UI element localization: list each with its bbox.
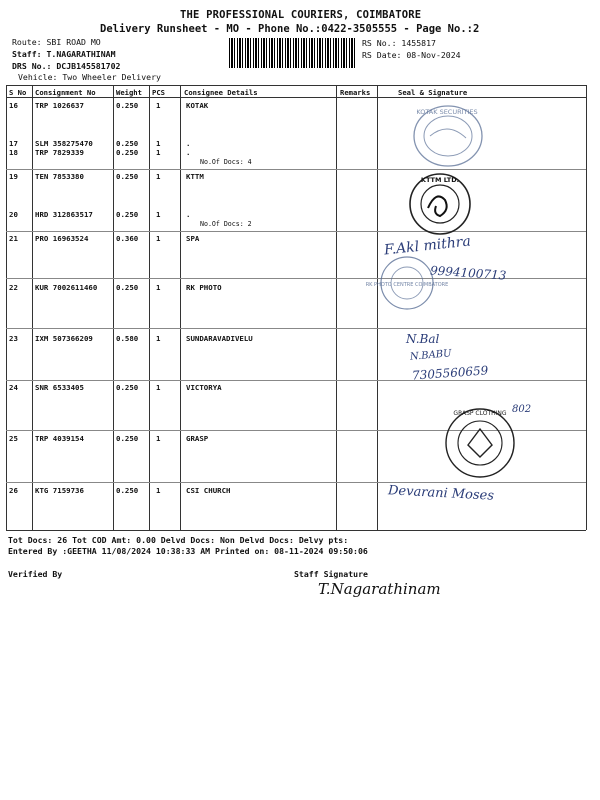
staff-signature-label: Staff Signature	[294, 569, 368, 579]
row-pcs: 1	[156, 486, 161, 495]
row-sno: 17	[9, 139, 18, 148]
col-line	[32, 85, 33, 530]
col-line	[336, 85, 337, 530]
row-weight: 0.250	[116, 434, 139, 443]
row-consignment: IXM 507366209	[35, 334, 93, 343]
row-weight: 0.250	[116, 139, 139, 148]
grasp-stamp	[440, 405, 520, 481]
row-weight: 0.580	[116, 334, 139, 343]
route-text: Route: SBI ROAD MO	[12, 37, 101, 47]
row-sno: 22	[9, 283, 18, 292]
row-weight: 0.250	[116, 486, 139, 495]
signature-row-24: 802	[512, 404, 532, 415]
col-line	[180, 85, 181, 530]
row-sno: 16	[9, 101, 18, 110]
col-header-seal: Seal & Signature	[398, 88, 468, 97]
col-line	[586, 85, 587, 530]
row-details: .	[186, 148, 191, 157]
row-weight: 0.250	[116, 172, 139, 181]
row-weight: 0.250	[116, 283, 139, 292]
rs-no-text: RS No.: 1455817	[362, 38, 436, 48]
signature-row-26: Devarani Moses	[387, 483, 495, 504]
phone-row-23: 7305560659	[411, 363, 489, 383]
row-sno: 18	[9, 148, 18, 157]
col-header-weight: Weight	[116, 88, 142, 97]
table-header-border	[6, 97, 586, 98]
row-weight: 0.250	[116, 148, 139, 157]
row-pcs: 1	[156, 139, 161, 148]
row-sno: 24	[9, 383, 18, 392]
row-pcs: 1	[156, 383, 161, 392]
signature-row-23: N.Bal	[406, 332, 440, 346]
table-bottom-border	[6, 530, 586, 531]
row-details: .	[186, 139, 191, 148]
row-consignment: TRP 4039154	[35, 434, 84, 443]
vehicle-text: Vehicle: Two Wheeler Delivery	[18, 72, 161, 82]
row-details: VICTORYA	[186, 383, 222, 392]
svg-text:GRASP CLOTHING: GRASP CLOTHING	[453, 410, 507, 417]
row-details: CSI CHURCH	[186, 486, 231, 495]
kttm-stamp	[400, 170, 480, 238]
row-sno: 26	[9, 486, 18, 495]
rk-photo-stamp	[365, 250, 449, 316]
col-line	[113, 85, 114, 530]
row-consignment: TRP 7829339	[35, 148, 84, 157]
svg-text:KOTAK SECURITIES: KOTAK SECURITIES	[416, 108, 478, 116]
table-top-border	[6, 85, 586, 86]
row-sno: 21	[9, 234, 18, 243]
staff-text: Staff: T.NAGARATHINAM	[12, 49, 116, 59]
row-details: KTTM	[186, 172, 204, 181]
row-details: GRASP	[186, 434, 209, 443]
row-sno: 25	[9, 434, 18, 443]
row-details: .	[186, 210, 191, 219]
row-consignment: SLM 358275470	[35, 139, 93, 148]
row-sno: 23	[9, 334, 18, 343]
drs-text: DRS No.: DCJB145581702	[12, 61, 121, 71]
entered-by-line: Entered By :GEETHA 11/08/2024 10:38:33 AM Printed on: 08-11-2024 09:50:06	[8, 546, 368, 556]
row-pcs: 1	[156, 148, 161, 157]
row-consignment: HRD 312863517	[35, 210, 93, 219]
row-sno: 19	[9, 172, 18, 181]
row-pcs: 1	[156, 101, 161, 110]
row-pcs: 1	[156, 283, 161, 292]
name-row-23: N.BABU	[409, 348, 453, 363]
row-weight: 0.250	[116, 210, 139, 219]
verified-by-label: Verified By	[8, 569, 63, 579]
row-details: SUNDARAVADIVELU	[186, 334, 253, 343]
row-separator	[6, 380, 586, 381]
row-separator	[6, 231, 586, 232]
col-header-pcs: PCS	[152, 88, 165, 97]
row-consignment: TEN 7853380	[35, 172, 84, 181]
row-note: No.Of Docs: 2	[200, 220, 252, 228]
row-consignment: KTG 7159736	[35, 486, 84, 495]
row-sno: 20	[9, 210, 18, 219]
row-consignment: TRP 1026637	[35, 101, 84, 110]
company-title: THE PROFESSIONAL COURIERS, COIMBATORE	[180, 9, 422, 21]
col-line	[6, 85, 7, 530]
col-header-consignee: Consignee Details	[184, 88, 258, 97]
svg-text:KTTM LTD.: KTTM LTD.	[420, 176, 460, 184]
row-pcs: 1	[156, 210, 161, 219]
row-consignment: KUR 7002611460	[35, 283, 98, 292]
row-consignment: PRO 16963524	[35, 234, 89, 243]
col-header-remarks: Remarks	[340, 88, 371, 97]
row-separator	[6, 482, 586, 483]
col-header-consignment: Consignment No	[35, 88, 96, 97]
runsheet-subtitle: Delivery Runsheet - MO - Phone No.:0422-3505555 - Page No.:2	[100, 23, 480, 35]
col-line	[149, 85, 150, 530]
row-note: No.Of Docs: 4	[200, 158, 252, 166]
row-details: KOTAK	[186, 101, 209, 110]
totals-line: Tot Docs: 26 Tot COD Amt: 0.00 Delvd Docs: Non Delvd Docs: Delvy pts:	[8, 535, 349, 545]
signature-row-21: F.Akl mithra	[383, 233, 472, 259]
row-pcs: 1	[156, 434, 161, 443]
row-consignment: SNR 6533405	[35, 383, 84, 392]
kotak-stamp	[400, 96, 495, 174]
row-pcs: 1	[156, 334, 161, 343]
row-details: SPA	[186, 234, 200, 243]
row-separator	[6, 328, 586, 329]
rs-date-text: RS Date: 08-Nov-2024	[362, 50, 461, 60]
col-header-sno: S No	[9, 88, 27, 97]
row-weight: 0.360	[116, 234, 139, 243]
row-separator	[6, 169, 586, 170]
row-weight: 0.250	[116, 101, 139, 110]
staff-signature: T.Nagarathinam	[318, 580, 441, 598]
row-weight: 0.250	[116, 383, 139, 392]
phone-row-21: 9994100713	[429, 263, 507, 283]
barcode-image	[229, 38, 357, 68]
row-details: RK PHOTO	[186, 283, 222, 292]
row-pcs: 1	[156, 234, 161, 243]
svg-text:RK PHOTO CENTRE COIMBATORE: RK PHOTO CENTRE COIMBATORE	[365, 282, 449, 288]
row-pcs: 1	[156, 172, 161, 181]
